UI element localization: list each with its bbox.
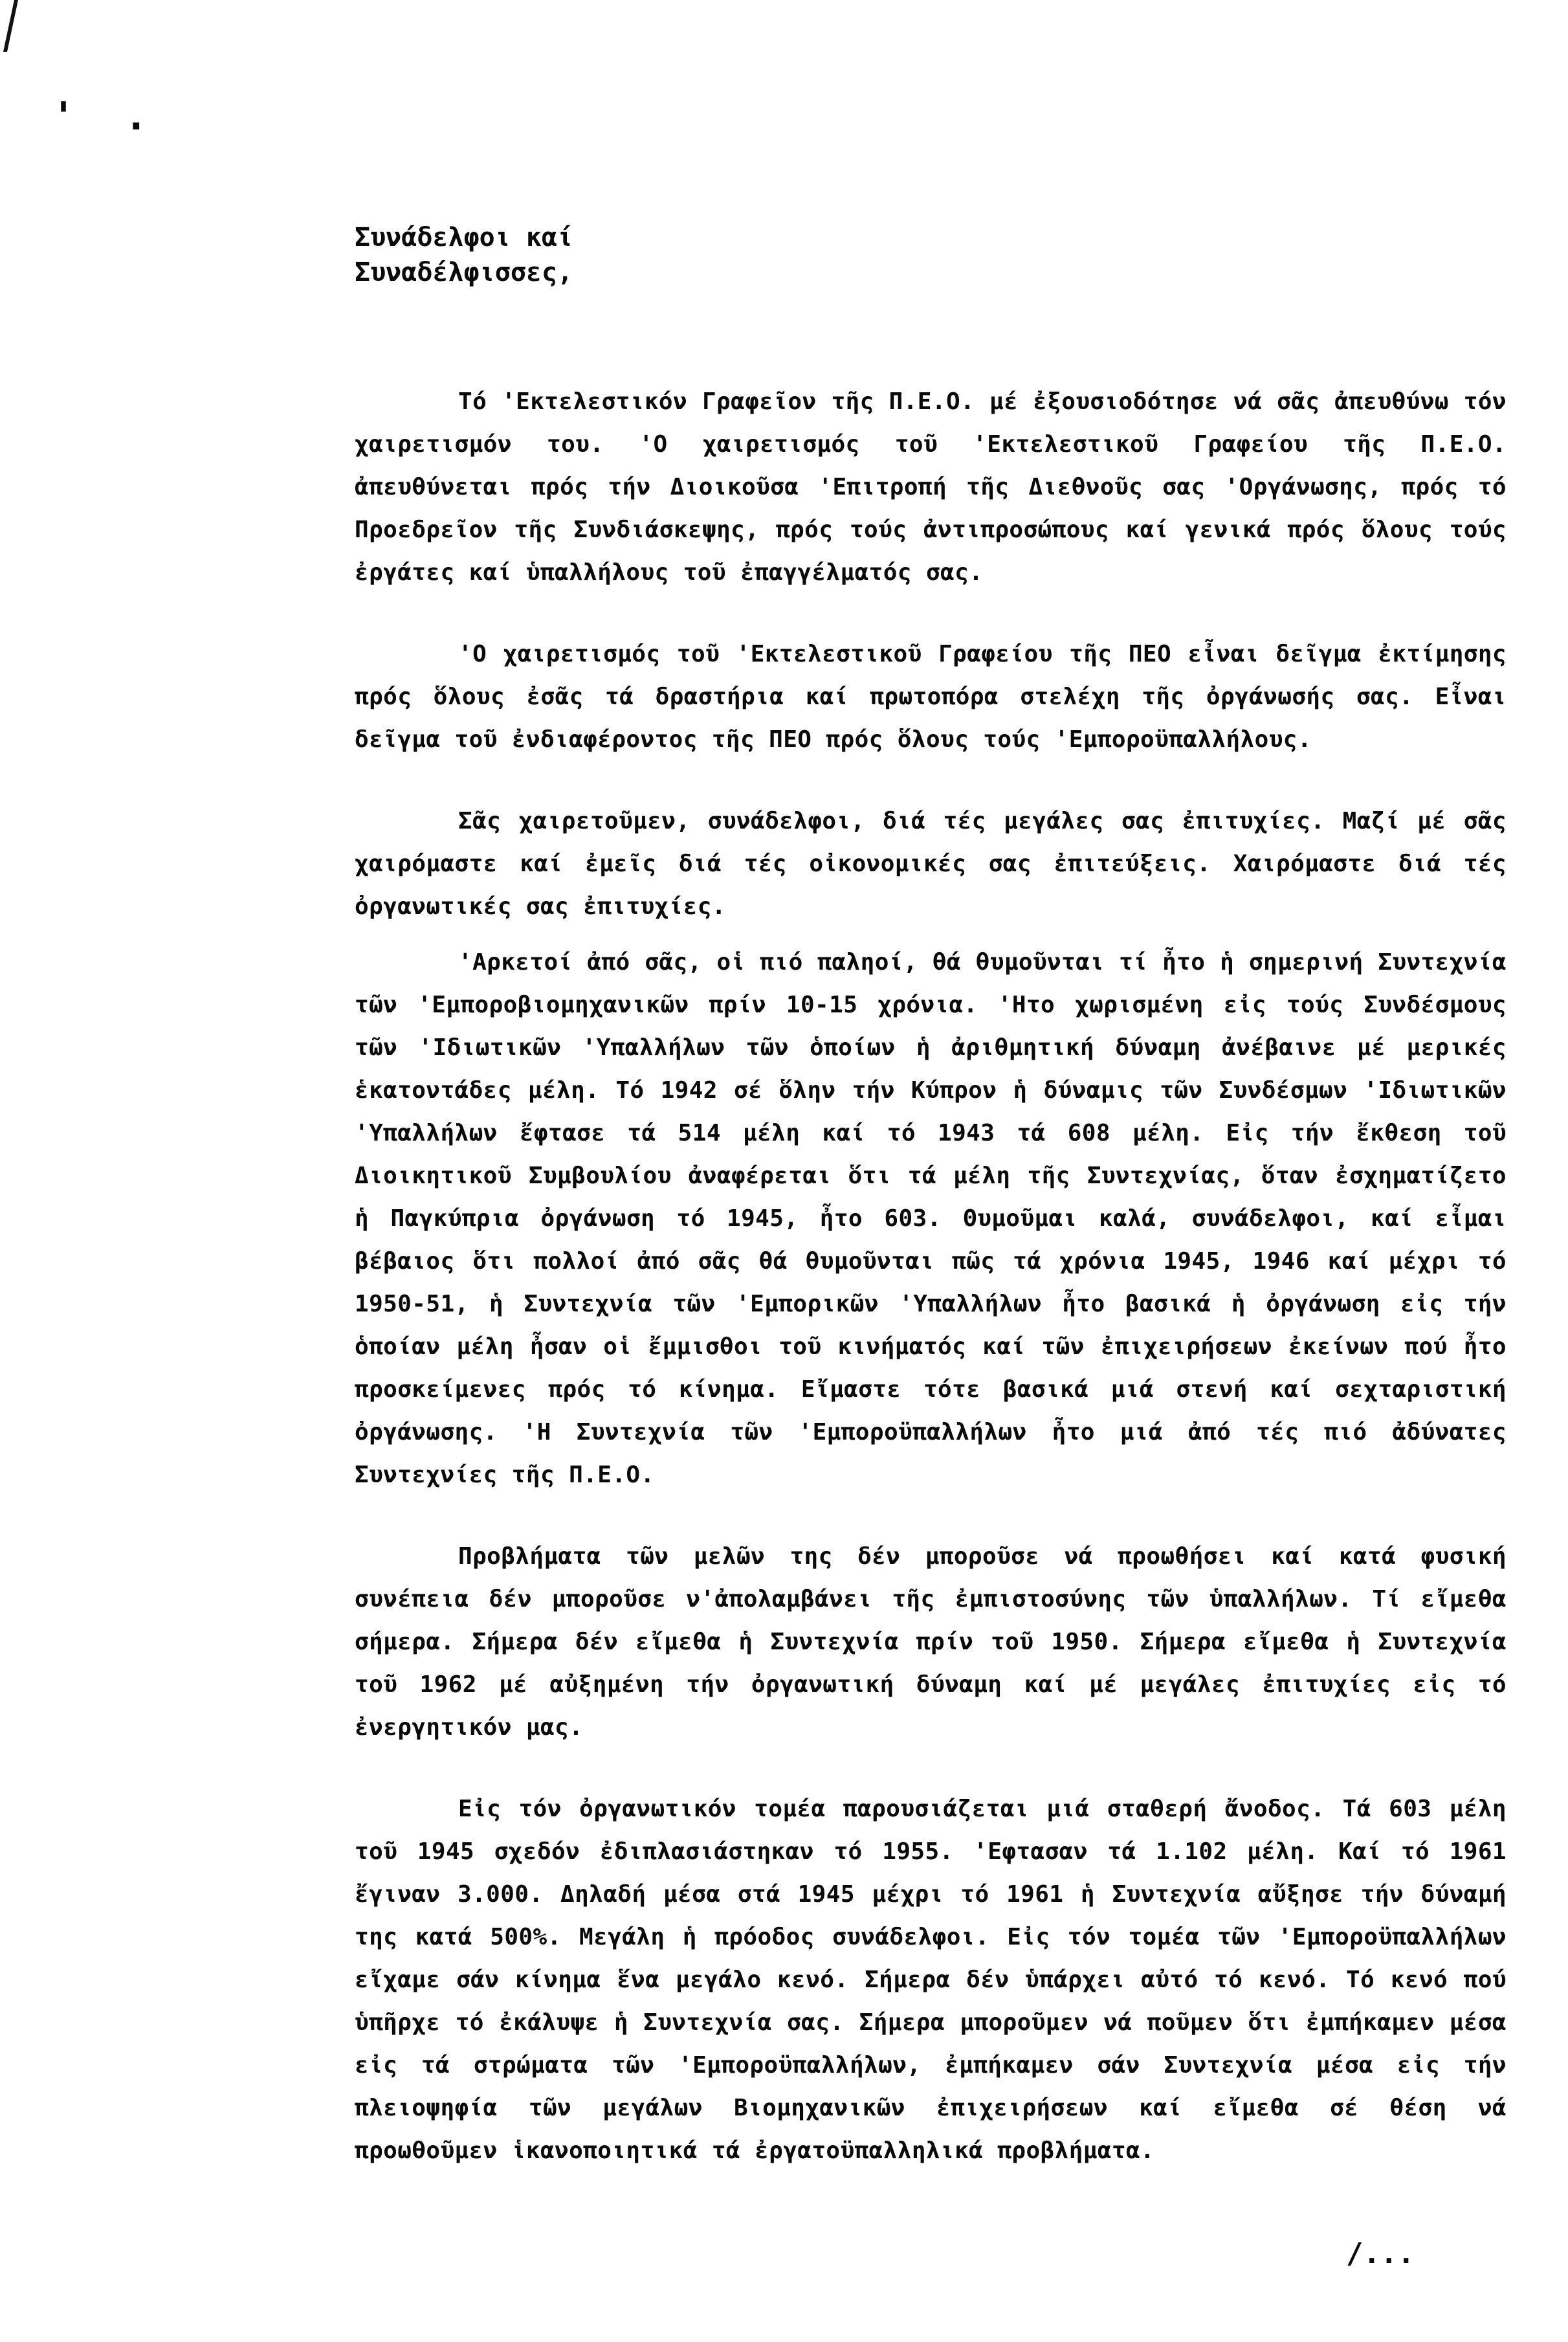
salutation	[355, 220, 1507, 290]
salutation-line-2: Συναδέλφισσες,	[355, 258, 573, 287]
paragraph-5: Προβλήματα τῶν μελῶν της δέν μποροῦσε νά προωθήσει καί κατά φυσική συνέπεια δέν μποροῦσε ν'ἀπολαμβάνει τῆς ἐμπιστοσύνης τῶν ὑπαλλήλων. Τί εἴμεθα σήμερα. Σήμερα δέν εἴμεθα ἡ Συντεχνία πρίν τοῦ 1950. Σήμερα εἴμεθα ἡ Συντεχνία τοῦ 1962 μέ αὐξημένη τήν ὀργανωτική δύναμη καί μέ μεγάλες ἐπιτυχίες εἰς τό ἐνεργητικόν μας.	[355, 1543, 1507, 1741]
salutation-line-1: Συνάδελφοι καί	[355, 223, 573, 252]
scan-specks: ' .	[52, 94, 161, 139]
paragraph-6: Εἰς τόν ὀργανωτικόν τομέα παρουσιάζεται μιά σταθερή ἄνοδος. Τά 603 μέλη τοῦ 1945 σχεδόν ἐδιπλασιάστηκαν τό 1955. 'Εφτασαν τά 1.102 μέλη. Καί τό 1961 ἔγιναν 3.000. Δηλαδή μέσα στά 1945 μέχρι τό 1961 ἡ Συντεχνία αὔξησε τήν δύναμή της κατά 500%. Μεγάλη ἡ πρόοδος συνάδελφοι. Εἰς τόν τομέα τῶν 'Εμποροϋπαλλήλων εἴχαμε σάν κίνημα ἕνα μεγάλο κενό. Σήμερα δέν ὑπάρχει αὐτό τό κενό. Τό κενό πού ὑπῆρχε τό ἐκάλυψε ἡ Συντεχνία σας. Σήμερα μποροῦμεν νά ποῦμεν ὅτι ἐμπήκαμεν μέσα εἰς τά στρώματα τῶν 'Εμποροϋπαλλήλων, ἐμπήκαμεν σάν Συντεχνία μέσα εἰς τήν πλειοψηφία τῶν μεγάλων Βιομηχανικῶν ἐπιχειρήσεων καί εἴμεθα σέ θέση νά προωθοῦμεν ἱκανοποιητικά τά ἐργατοϋπαλληλικά προβλήματα.	[355, 1796, 1507, 2164]
paragraph-4: 'Αρκετοί ἀπό σᾶς, οἱ πιό παληοί, θά θυμοῦνται τί ἦτο ἡ σημερινή Συντεχνία τῶν 'Εμποροβιομηχανικῶν πρίν 10-15 χρόνια. 'Ητο χωρισμένη εἰς τούς Συνδέσμους τῶν 'Ιδιωτικῶν 'Υπαλλήλων τῶν ὁποίων ἡ ἀριθμητική δύναμη ἀνέβαινε μέ μερικές ἑκατοντάδες μέλη. Τό 1942 σέ ὅλην τήν Κύπρον ἡ δύναμις τῶν Συνδέσμων 'Ιδιωτικῶν 'Υπαλλήλων ἔφτασε τά 514 μέλη καί τό 1943 τά 608 μέλη. Εἰς τήν ἔκθεση τοῦ Διοικητικοῦ Συμβουλίου ἀναφέρεται ὅτι τά μέλη τῆς Συντεχνίας, ὅταν ἐσχηματίζετο ἡ Παγκύπρια ὀργάνωση τό 1945, ἦτο 603. Θυμοῦμαι καλά, συνάδελφοι, καί εἶμαι βέβαιος ὅτι πολλοί ἀπό σᾶς θά θυμοῦνται πῶς τά χρόνια 1945, 1946 καί μέχρι τό 1950-51, ἡ Συντεχνία τῶν 'Εμπορικῶν 'Υπαλλήλων ἦτο βασικά ἡ ὀργάνωση εἰς τήν ὁποίαν μέλη ἦσαν οἱ ἔμμισθοι τοῦ κινήματός καί τῶν ἐπιχειρήσεων ἐκείνων πού ἦτο προσκείμενες πρός τό κίνημα. Εἴμαστε τότε βασικά μιά στενή καί σεχταριστική ὀργάνωσης. 'Η Συντεχνία τῶν 'Εμποροϋπαλλήλων ἦτο μιά ἀπό τές πιό ἀδύνατες Συντεχνίες τῆς Π.Ε.Ο.	[355, 949, 1507, 1488]
paragraph-3: Σᾶς χαιρετοῦμεν, συνάδελφοι, διά τές μεγάλες σας ἐπιτυχίες. Μαζί μέ σᾶς χαιρόμαστε καί ἐμεῖς διά τές οἰκονομικές σας ἐπιτεύξεις. Χαιρόμαστε διά τές ὀργανωτικές σας ἐπιτυχίες.	[355, 808, 1507, 920]
paragraph-1: Τό 'Εκτελεστικόν Γραφεῖον τῆς Π.Ε.Ο. μέ ἐξουσιοδότησε νά σᾶς ἀπευθύνω τόν χαιρετισμόν του. 'Ο χαιρετισμός τοῦ 'Εκτελεστικοῦ Γραφείου τῆς Π.Ε.Ο. ἀπευθύνεται πρός τήν Διοικοῦσα 'Επιτροπή τῆς Διεθνοῦς σας 'Οργάνωσης, πρός τό Προεδρεῖον τῆς Συνδιάσκεψης, πρός τούς ἀντιπροσώπους καί γενικά πρός ὅλους τούς ἐργάτες καί ὑπαλλήλους τοῦ ἐπαγγέλματός σας.	[355, 388, 1507, 586]
scan-edge-mark	[0, 0, 18, 52]
continuation-mark: /...	[1346, 2237, 1415, 2270]
letter-body	[355, 220, 1507, 2211]
paragraph-2: 'Ο χαιρετισμός τοῦ 'Εκτελεστικοῦ Γραφείου τῆς ΠΕΟ εἶναι δεῖγμα ἐκτίμησης πρός ὅλους ἐσᾶς τά δραστήρια καί πρωτοπόρα στελέχη τῆς ὀργάνωσής σας. Εἶναι δεῖγμα τοῦ ἐνδιαφέροντος τῆς ΠΕΟ πρός ὅλους τούς 'Εμποροϋπαλλήλους.	[355, 641, 1507, 753]
